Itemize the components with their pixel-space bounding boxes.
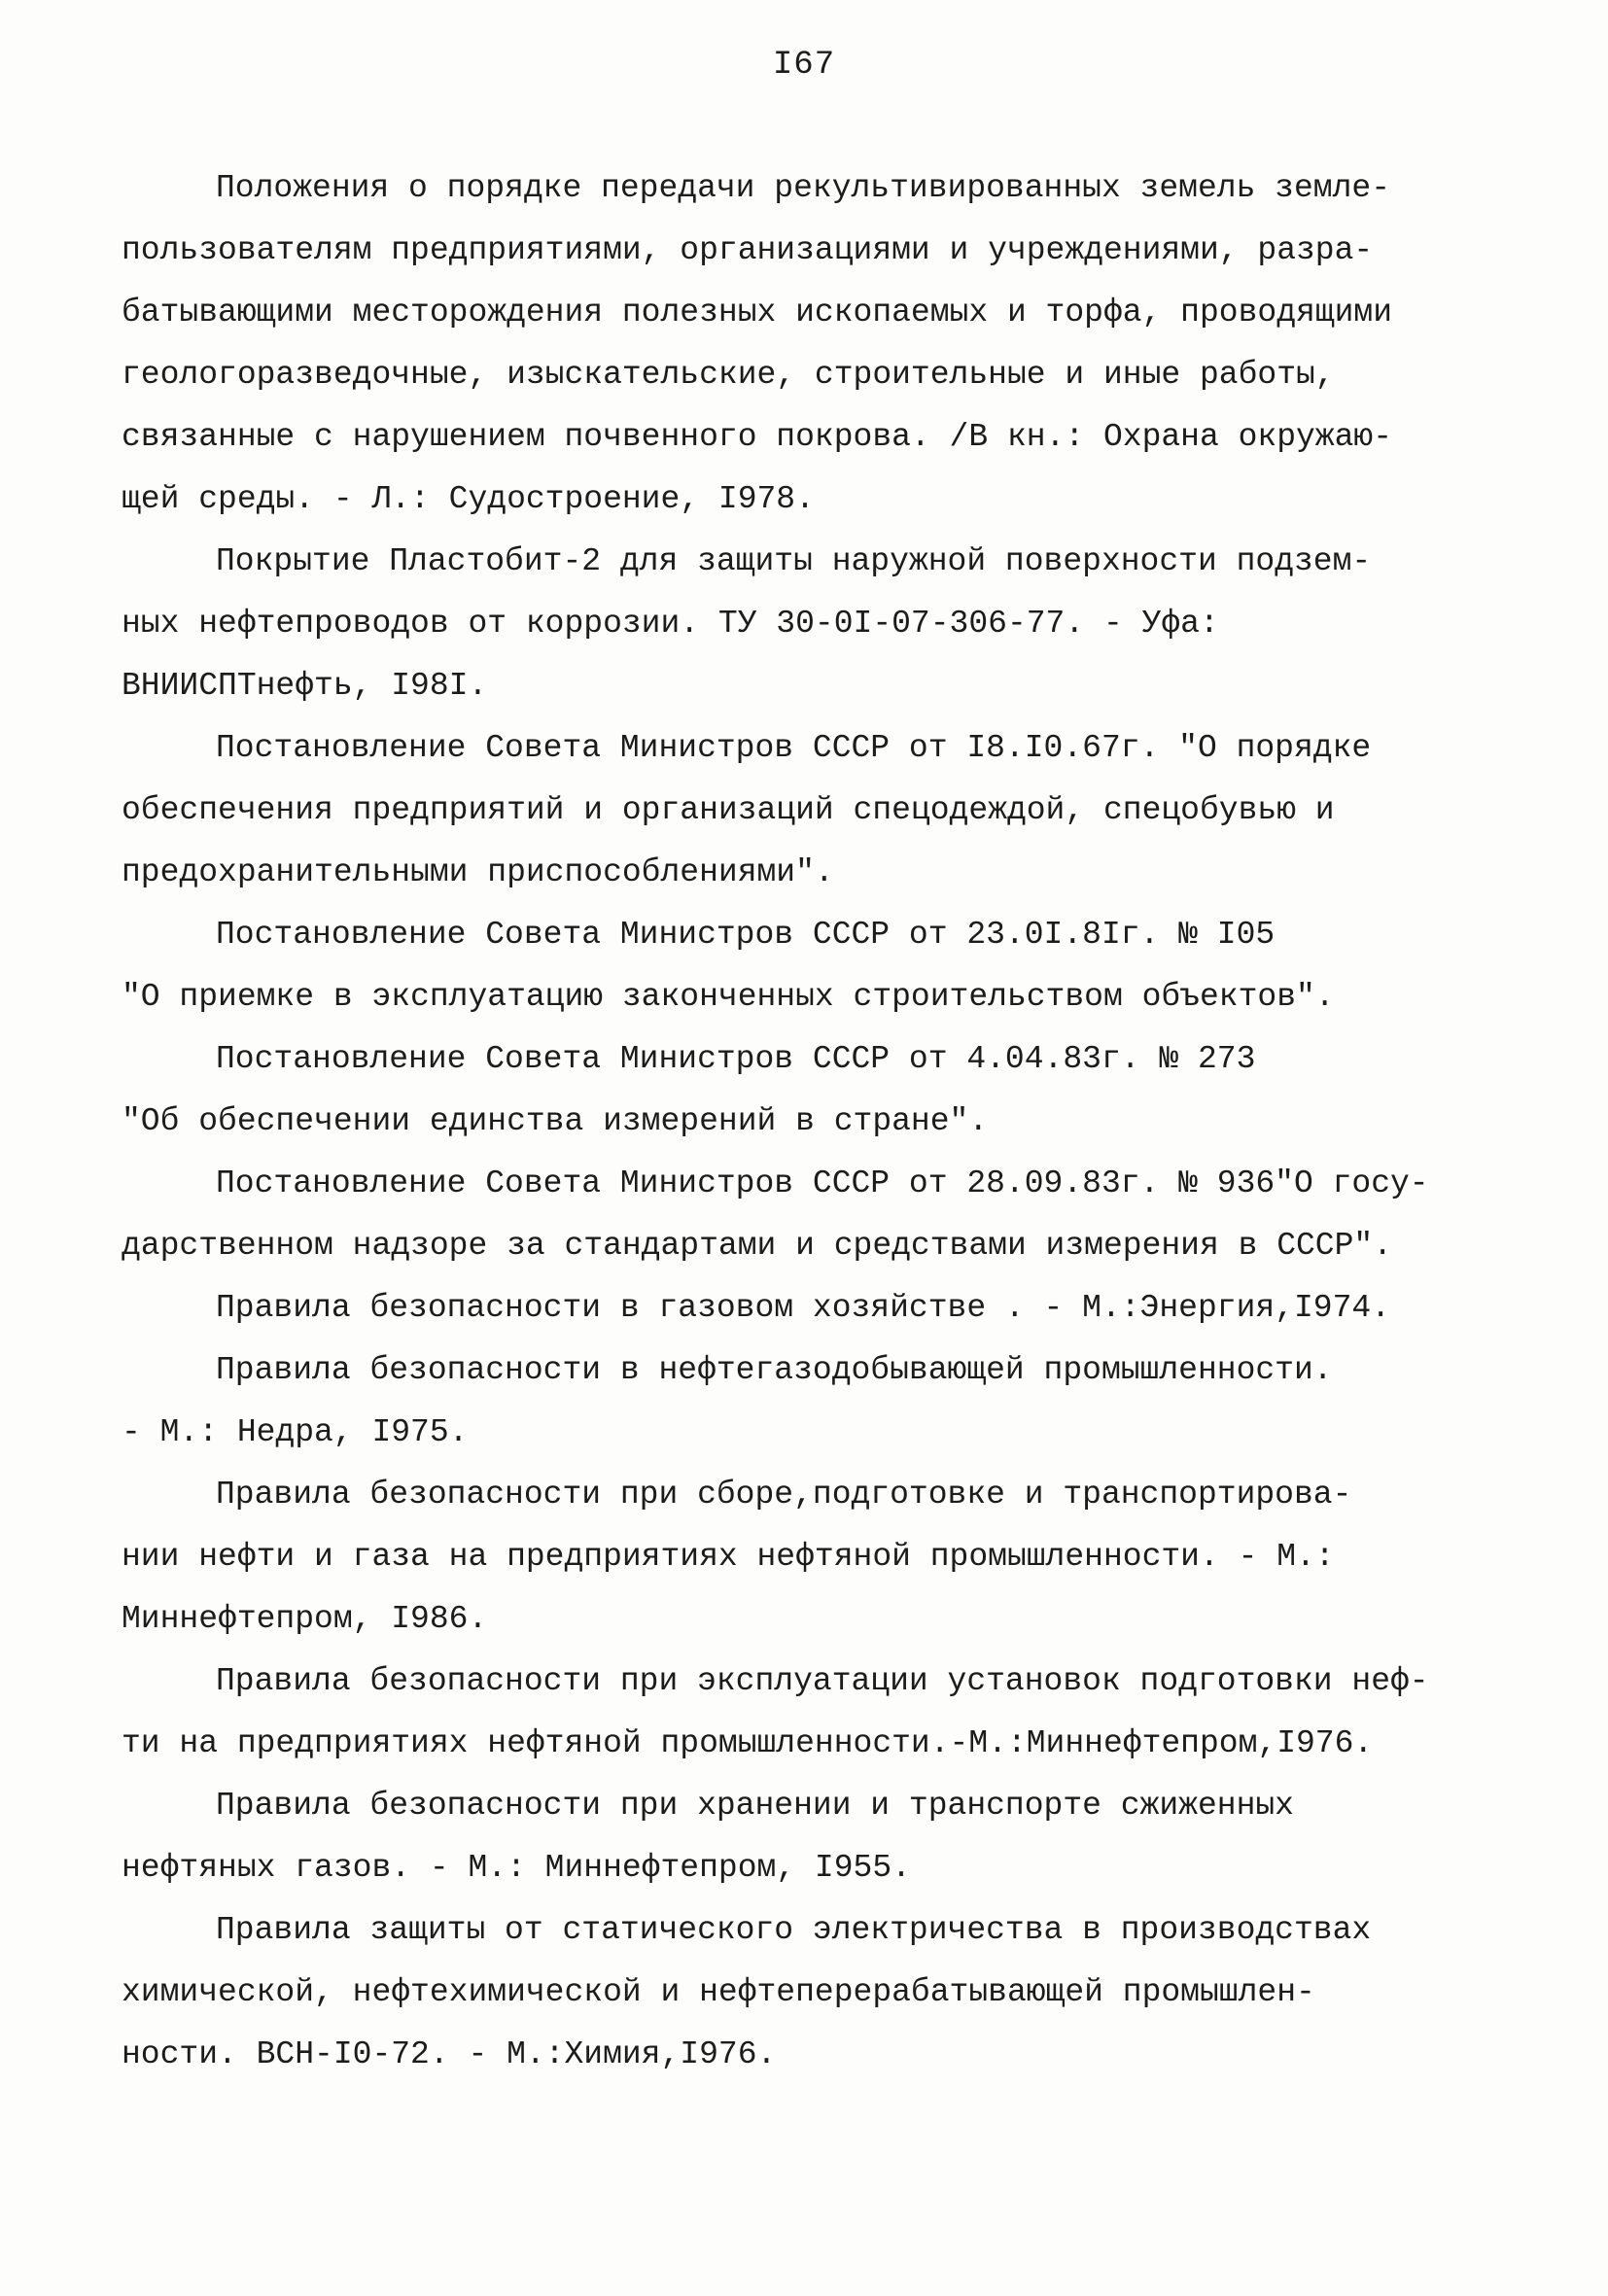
reference-line: нефтяных газов. - М.: Миннефтепром, I955.: [122, 1850, 911, 1886]
reference-line: связанные с нарушением почвенного покрова. /В кн.: Охрана окружаю-: [122, 419, 1393, 455]
reference-line: батывающими месторождения полезных ископаемых и торфа, проводящими: [122, 295, 1393, 330]
reference-line: дарственном надзоре за стандартами и средствами измерения в СССР".: [122, 1228, 1393, 1264]
reference-line: ВНИИСПТнефть, I98I.: [122, 668, 488, 704]
page-number: I67: [772, 47, 836, 84]
reference-line: Постановление Совета Министров СССР от 23.0I.8Iг. № I05: [216, 917, 1276, 953]
reference-line: Правила защиты от статического электричества в производствах: [216, 1912, 1372, 1948]
reference-item: [122, 1775, 1521, 1899]
reference-line: обеспечения предприятий и организаций спецодеждой, спецобувью и: [122, 792, 1335, 828]
reference-line: Правила безопасности в газовом хозяйстве . - М.:Энергия,I974.: [216, 1290, 1390, 1326]
reference-line: Постановление Совета Министров СССР от 28.09.83г. № 936"О госу-: [216, 1165, 1429, 1201]
reference-line: Правила безопасности при эксплуатации установок подготовки неф-: [216, 1663, 1429, 1699]
reference-line: Покрытие Пластобит-2 для защиты наружной поверхности подзем-: [216, 543, 1372, 579]
reference-item: [122, 1651, 1521, 1775]
reference-item: [122, 717, 1521, 904]
reference-item: [122, 1899, 1521, 2086]
reference-item: [122, 904, 1521, 1028]
reference-line: Постановление Совета Министров СССР от 4.04.83г. № 273: [216, 1041, 1256, 1077]
reference-line: "О приемке в эксплуатацию законченных строительством объектов".: [122, 979, 1335, 1015]
reference-line: ных нефтепроводов от коррозии. ТУ 30-0I-07-306-77. - Уфа:: [122, 606, 1219, 642]
reference-line: ти на предприятиях нефтяной промышленности.-М.:Миннефтепром,I976.: [122, 1725, 1374, 1761]
reference-list: [122, 157, 1521, 2086]
reference-line: предохранительными приспособлениями".: [122, 854, 834, 890]
reference-item: [122, 1339, 1521, 1464]
reference-line: Положения о порядке передачи рекультивированных земель земле-: [216, 170, 1390, 206]
reference-item: [122, 1153, 1521, 1277]
reference-line: Миннефтепром, I986.: [122, 1601, 488, 1637]
reference-line: Правила безопасности при сборе,подготовке и транспортирова-: [216, 1477, 1352, 1513]
reference-item: [122, 1277, 1521, 1339]
reference-line: "Об обеспечении единства измерений в стране".: [122, 1103, 989, 1139]
reference-item: [122, 531, 1521, 717]
reference-line: геологоразведочные, изыскательские, строительные и иные работы,: [122, 357, 1335, 393]
reference-line: - М.: Недра, I975.: [122, 1414, 469, 1450]
reference-line: щей среды. - Л.: Судостроение, I978.: [122, 481, 815, 517]
reference-line: нии нефти и газа на предприятиях нефтяной промышленности. - М.:: [122, 1539, 1335, 1575]
reference-line: Правила безопасности при хранении и транспорте сжиженных: [216, 1788, 1294, 1824]
reference-line: пользователям предприятиями, организациями и учреждениями, разра-: [122, 232, 1374, 268]
reference-line: ности. ВСН-I0-72. - М.:Химия,I976.: [122, 2036, 777, 2072]
reference-item: [122, 157, 1521, 531]
reference-item: [122, 1464, 1521, 1651]
reference-line: Постановление Совета Министров СССР от I8.I0.67г. "О порядке: [216, 730, 1372, 766]
reference-item: [122, 1028, 1521, 1153]
reference-line: химической, нефтехимической и нефтеперерабатывающей промышлен-: [122, 1974, 1315, 2010]
reference-line: Правила безопасности в нефтегазодобывающей промышленности.: [216, 1352, 1333, 1388]
